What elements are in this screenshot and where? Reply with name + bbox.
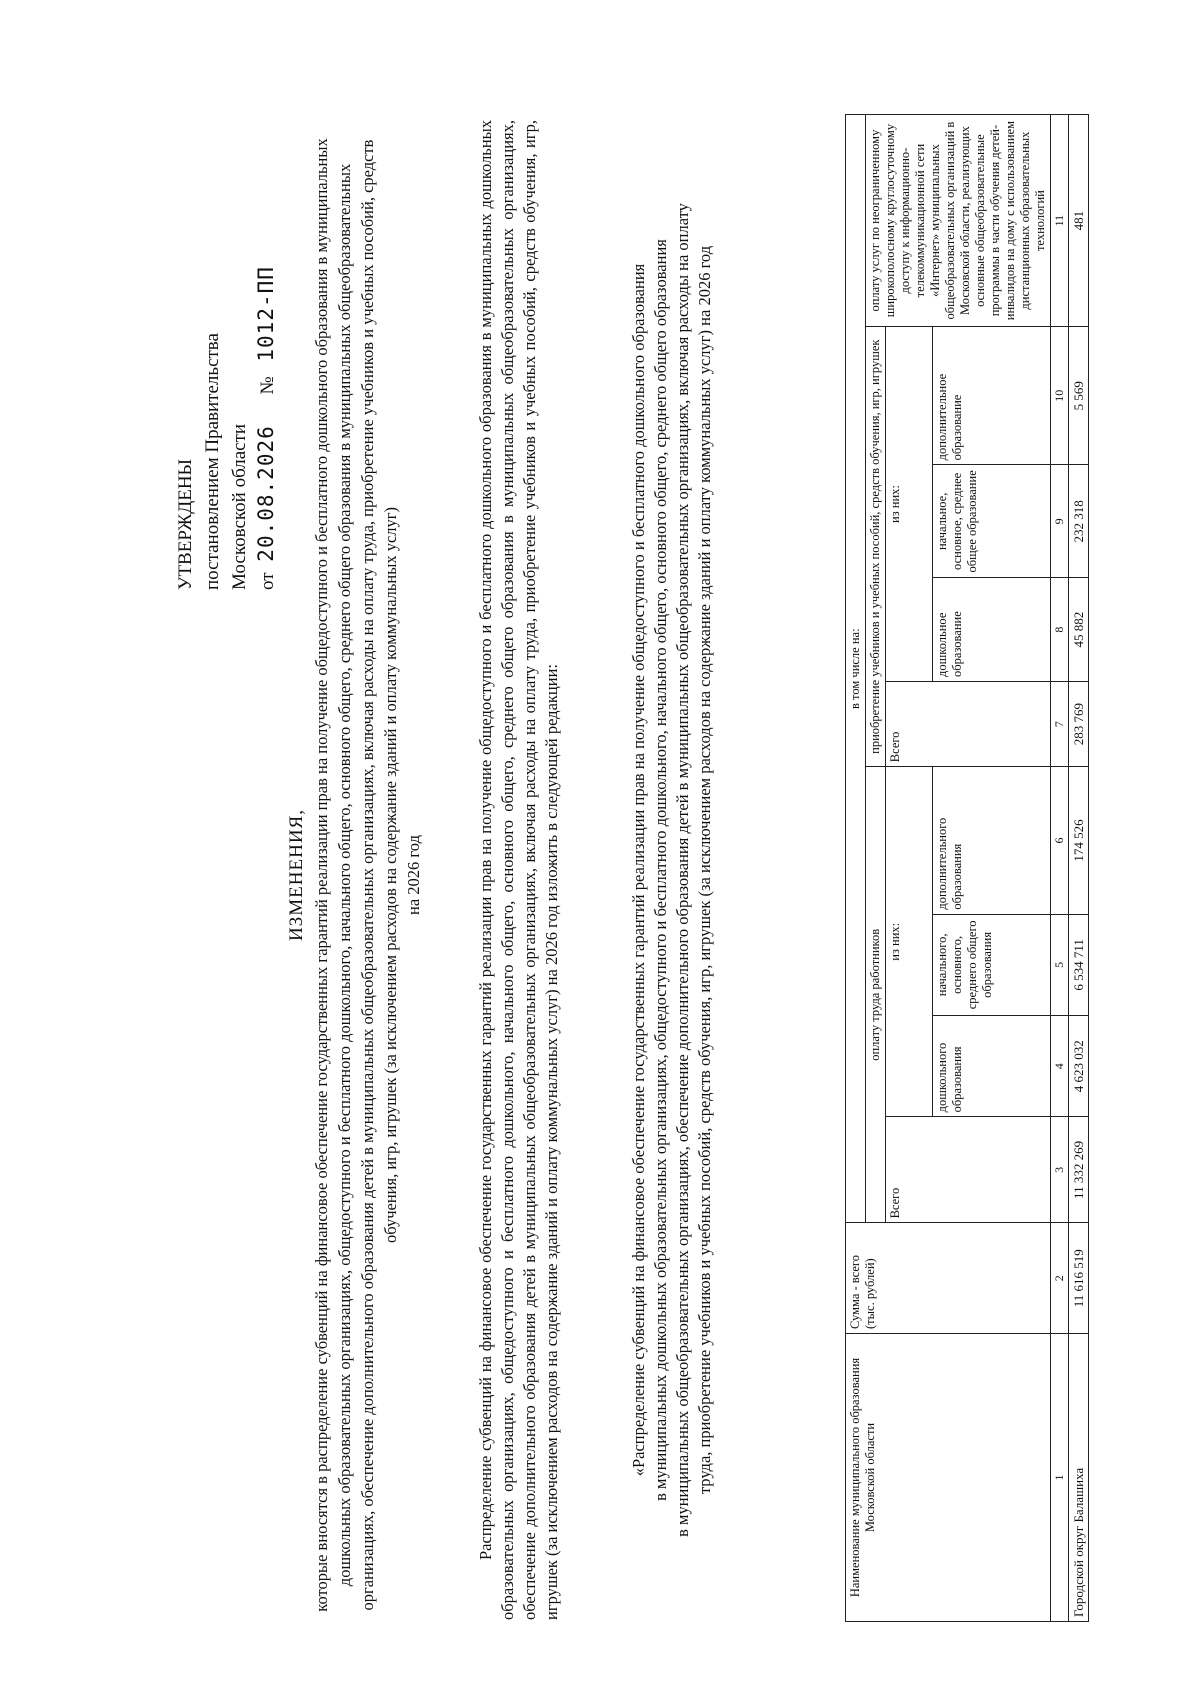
rotated-document: [80, 80, 1120, 1660]
approval-number: 1012-ПП: [254, 266, 278, 362]
column-number: 6: [1051, 767, 1069, 914]
approval-date: 20.08.2026: [254, 425, 278, 562]
row-books-additional: 5 569: [1069, 327, 1089, 465]
header-labor-total: Всего: [886, 1117, 1051, 1223]
heading-title: ИЗМЕНЕНИЯ,: [286, 809, 307, 941]
quoted-title-line2: в муниципальных дошкольных образовательных организациях, общедоступного и бесплатного дошкольного, начального общего, основного общего, среднего общего образования: [651, 239, 670, 1501]
header-labor-preschool: дошкольного образования: [933, 1016, 1051, 1117]
header-books-of-them: из них:: [886, 327, 933, 682]
row-books-total: 283 769: [1069, 681, 1089, 766]
column-number: 9: [1051, 465, 1069, 578]
column-number: 8: [1051, 578, 1069, 682]
approval-title: УТВЕРЖДЕНЫ: [175, 458, 196, 590]
approval-stamp: [172, 150, 281, 590]
header-books-preschool: дошкольное образование: [933, 578, 1051, 682]
table-row: [1069, 115, 1089, 1622]
quoted-title-line3: в муниципальных общеобразовательных организациях, обеспечение дополнительного образования детей в муниципальных общеобразовательных организациях, включая расходы на оплату: [673, 203, 692, 1537]
column-number: 11: [1051, 115, 1069, 327]
column-number: 3: [1051, 1117, 1069, 1223]
row-sum-total: 11 616 519: [1069, 1223, 1089, 1334]
row-internet: 481: [1069, 115, 1089, 327]
heading-year: на 2026 год: [404, 835, 423, 915]
header-labor-of-them: из них:: [886, 767, 933, 1117]
header-including: в том числе на:: [846, 115, 866, 1223]
header-books-total: Всего: [886, 681, 1051, 766]
quoted-title-line1: «Распределение субвенций на финансовое обеспечение государственных гарантий реализации прав на получение общедоступного и бесплатного дошкольного образования: [629, 263, 648, 1477]
approval-date-row: [253, 150, 281, 590]
row-municipality: Городской округ Балашиха: [1069, 1334, 1089, 1622]
document-heading: [285, 130, 425, 1620]
number-sign: №: [257, 376, 278, 395]
row-labor-total: 11 332 269: [1069, 1117, 1089, 1223]
approval-line1: постановлением Правительства: [202, 333, 223, 590]
from-label: от: [257, 572, 278, 590]
row-labor-general: 6 534 711: [1069, 914, 1089, 1015]
column-number: 7: [1051, 681, 1069, 766]
quoted-title: [628, 120, 716, 1620]
quoted-title-line4: труда, приобретение учебников и учебных пособий, средств обучения, игр, игрушек (за исключением расходов на содержание зданий и оплату коммунальных услуг) на 2026 год: [695, 245, 714, 1495]
header-books: приобретение учебников и учебных пособий, средств обучения, игр, игрушек: [866, 327, 886, 767]
row-books-preschool: 45 882: [1069, 578, 1089, 682]
row-books-general: 232 318: [1069, 465, 1089, 578]
subvention-table: [845, 114, 1089, 1622]
body-paragraph: Распределение субвенций на финансовое обеспечение государственных гарантий реализации прав на получение общедоступного и бесплатного дошкольного образования в муниципальных дошкольных образовательных организациях, общедоступного и бесплатного дошкольного, начального общего, основного общего, среднего общего образования в муниципальных общеобразовательных организациях, обеспечение дополнительного образования детей в муниципальных общеобразовательных организациях, включая расходы на оплату труда, приобретение учебников и учебных пособий, средств обучения, игр, игрушек (за исключением расходов на содержание зданий и оплату коммунальных услуг) на 2026 год изложить в следующей редакции:: [476, 120, 561, 1620]
column-number: 2: [1051, 1223, 1069, 1334]
column-number: 4: [1051, 1016, 1069, 1117]
column-number: 5: [1051, 914, 1069, 1015]
column-number: 10: [1051, 327, 1069, 465]
header-books-general: начальное, основное, среднее общее образование: [933, 465, 1051, 578]
header-labor-general: начального, основного, среднего общего образования: [933, 914, 1051, 1015]
row-labor-preschool: 4 623 032: [1069, 1016, 1089, 1117]
header-labor-additional: дополнительного образования: [933, 767, 1051, 914]
row-labor-additional: 174 526: [1069, 767, 1089, 914]
heading-body: которые вносятся в распределение субвенций на финансовое обеспечение государственных гарантий реализации прав на получение общедоступного и бесплатного дошкольного образования в муниципальных дошкольных образовательных организациях, общедоступного и бесплатного дошкольного, начального общего, основного общего, среднего общего образования в муниципальных общеобразовательных организациях, обеспечение дополнительного образования детей в муниципальных общеобразовательных организациях, включая расходы на оплату труда, приобретение учебников и учебных пособий, средств обучения, игр, игрушек (за исключением расходов на содержание зданий и оплату коммунальных услуг): [312, 138, 400, 1612]
header-books-additional: дополнительное образование: [933, 327, 1051, 465]
header-sum: Сумма - всего (тыс. рублей): [846, 1223, 1051, 1334]
column-number: 1: [1051, 1334, 1069, 1622]
header-name: Наименование муниципального образования Московской области: [846, 1334, 1051, 1622]
column-number-row: [1051, 115, 1069, 1622]
header-internet: оплату услуг по неограниченному широкополосному круглосуточному доступу к информационно-телекоммуникационной сети «Интернет» муниципальных общеобразовательных организаций в Московской области, реализующих основные общеобразовательные программы в части обучения детей-инвалидов на дому с использованием дистанционных образовательных технологий: [866, 115, 1051, 327]
header-labor: оплату труда работников: [866, 767, 886, 1223]
approval-line2: Московской области: [229, 423, 250, 590]
